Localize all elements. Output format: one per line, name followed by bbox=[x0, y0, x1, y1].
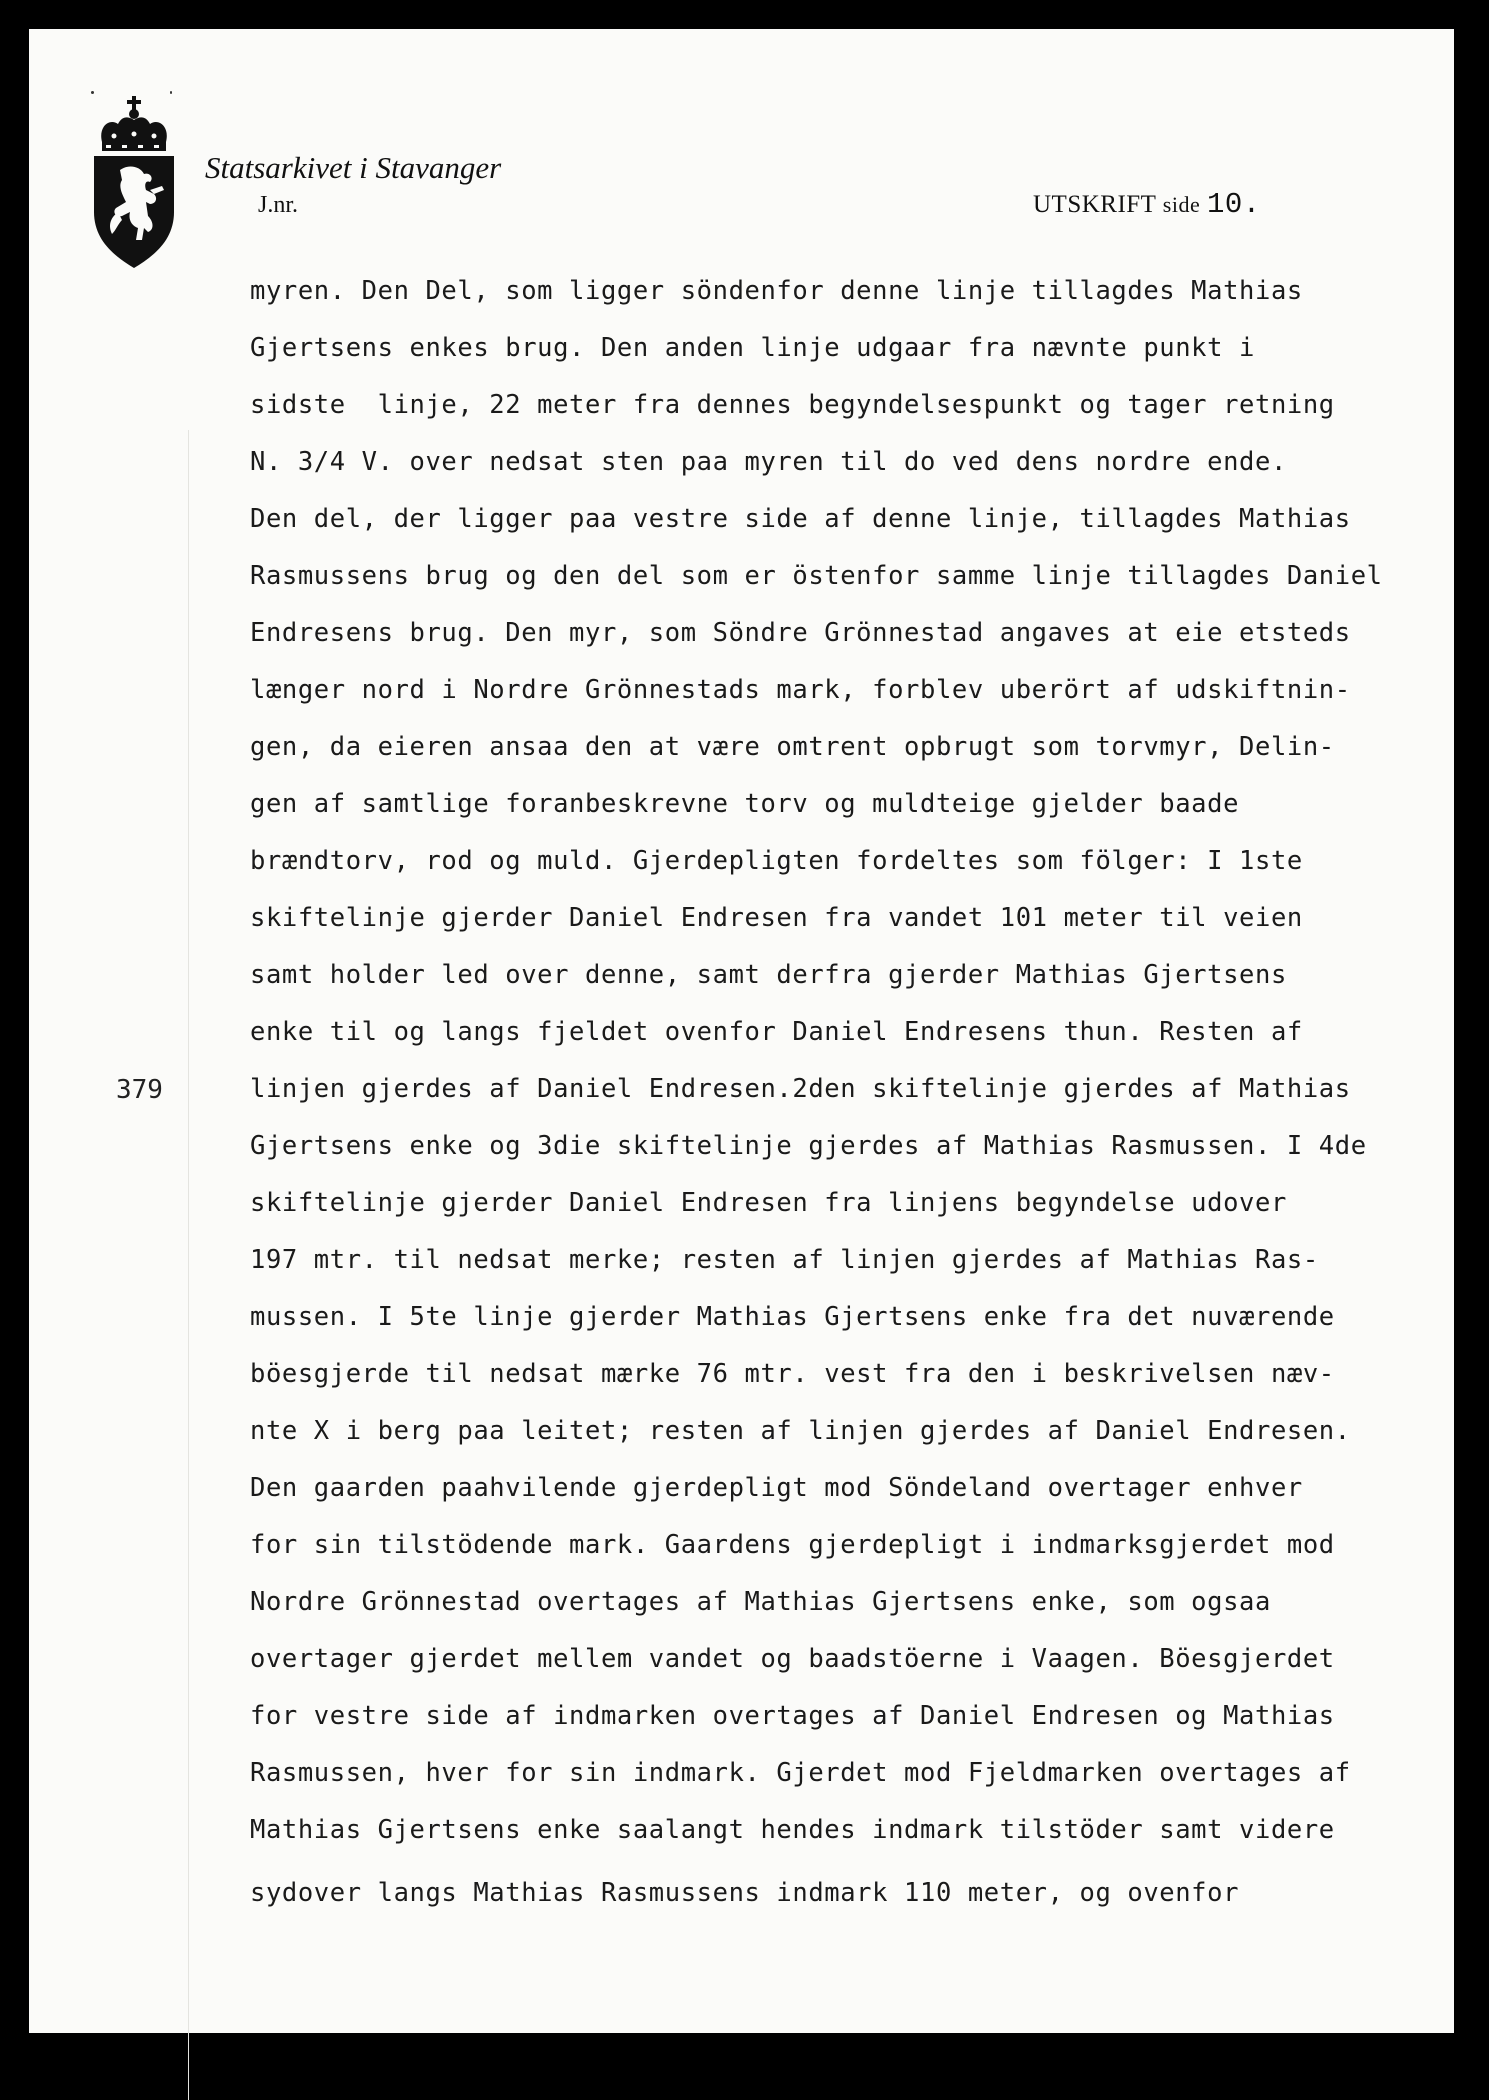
text-line: Mathias Gjertsens enke saalangt hendes indmark tilstöder samt videre bbox=[250, 1815, 1335, 1845]
text-line: Rasmussens brug og den del som er östenfor samme linje tillagdes Daniel bbox=[250, 561, 1383, 591]
text-line: Den gaarden paahvilende gjerdepligt mod Söndeland overtager enhver bbox=[250, 1473, 1303, 1503]
text-line: brændtorv, rod og muld. Gjerdepligten fordeltes som fölger: I 1ste bbox=[250, 846, 1303, 876]
utskrift-label: UTSKRIFT bbox=[1033, 191, 1157, 218]
archive-name: Statsarkivet i Stavanger bbox=[205, 150, 502, 185]
text-line: N. 3/4 V. over nedsat sten paa myren til do ved dens nordre ende. bbox=[250, 447, 1287, 477]
text-line: 197 mtr. til nedsat merke; resten af linjen gjerdes af Mathias Ras- bbox=[250, 1245, 1319, 1275]
text-line: sidste linje, 22 meter fra dennes begyndelsespunkt og tager retning bbox=[250, 390, 1335, 420]
text-line: Rasmussen, hver for sin indmark. Gjerdet mod Fjeldmarken overtages af bbox=[250, 1758, 1351, 1788]
text-line: overtager gjerdet mellem vandet og baadstöerne i Vaagen. Böesgjerdet bbox=[250, 1644, 1335, 1674]
text-line: Endresens brug. Den myr, som Söndre Grönnestad angaves at eie etsteds bbox=[250, 618, 1351, 648]
text-line: Gjertsens enkes brug. Den anden linje udgaar fra nævnte punkt i bbox=[250, 333, 1255, 363]
text-line: for sin tilstödende mark. Gaardens gjerdepligt i indmarksgjerdet mod bbox=[250, 1530, 1335, 1560]
text-line: gen, da eieren ansaa den at være omtrent opbrugt som torvmyr, Delin- bbox=[250, 732, 1335, 762]
text-line: længer nord i Nordre Grönnestads mark, forblev uberört af udskiftnin- bbox=[250, 675, 1351, 705]
journal-number-label: J.nr. bbox=[258, 192, 299, 218]
text-line: Nordre Grönnestad overtages af Mathias Gjertsens enke, som ogsaa bbox=[250, 1587, 1271, 1617]
text-line: nte X i berg paa leitet; resten af linjen gjerdes af Daniel Endresen. bbox=[250, 1416, 1351, 1446]
text-line: skiftelinje gjerder Daniel Endresen fra linjens begyndelse udover bbox=[250, 1188, 1287, 1218]
text-line: enke til og langs fjeldet ovenfor Daniel Endresens thun. Resten af bbox=[250, 1017, 1303, 1047]
text-line: Den del, der ligger paa vestre side af denne linje, tillagdes Mathias bbox=[250, 504, 1351, 534]
side-label: side bbox=[1162, 192, 1201, 217]
text-line: gen af samtlige foranbeskrevne torv og muldteige gjelder baade bbox=[250, 789, 1240, 819]
transcript-page-header bbox=[1033, 188, 1261, 221]
text-line: skiftelinje gjerder Daniel Endresen fra vandet 101 meter til veien bbox=[250, 903, 1303, 933]
margin-rule bbox=[188, 430, 189, 2100]
text-line: Gjertsens enke og 3die skiftelinje gjerdes af Mathias Rasmussen. I 4de bbox=[250, 1131, 1367, 1161]
text-line: myren. Den Del, som ligger söndenfor denne linje tillagdes Mathias bbox=[250, 276, 1303, 306]
text-line: linjen gjerdes af Daniel Endresen.2den skiftelinje gjerdes af Mathias bbox=[250, 1074, 1351, 1104]
margin-note: 379 bbox=[116, 1075, 163, 1105]
page-number: 10. bbox=[1206, 188, 1261, 221]
text-line: samt holder led over denne, samt derfra gjerder Mathias Gjertsens bbox=[250, 960, 1287, 990]
text-line: sydover langs Mathias Rasmussens indmark 110 meter, og ovenfor bbox=[250, 1878, 1240, 1908]
text-line: mussen. I 5te linje gjerder Mathias Gjertsens enke fra det nuværende bbox=[250, 1302, 1335, 1332]
text-line: böesgjerde til nedsat mærke 76 mtr. vest fra den i beskrivelsen næv- bbox=[250, 1359, 1335, 1389]
text-line: for vestre side af indmarken overtages af Daniel Endresen og Mathias bbox=[250, 1701, 1335, 1731]
norwegian-coat-of-arms-icon bbox=[88, 94, 180, 270]
